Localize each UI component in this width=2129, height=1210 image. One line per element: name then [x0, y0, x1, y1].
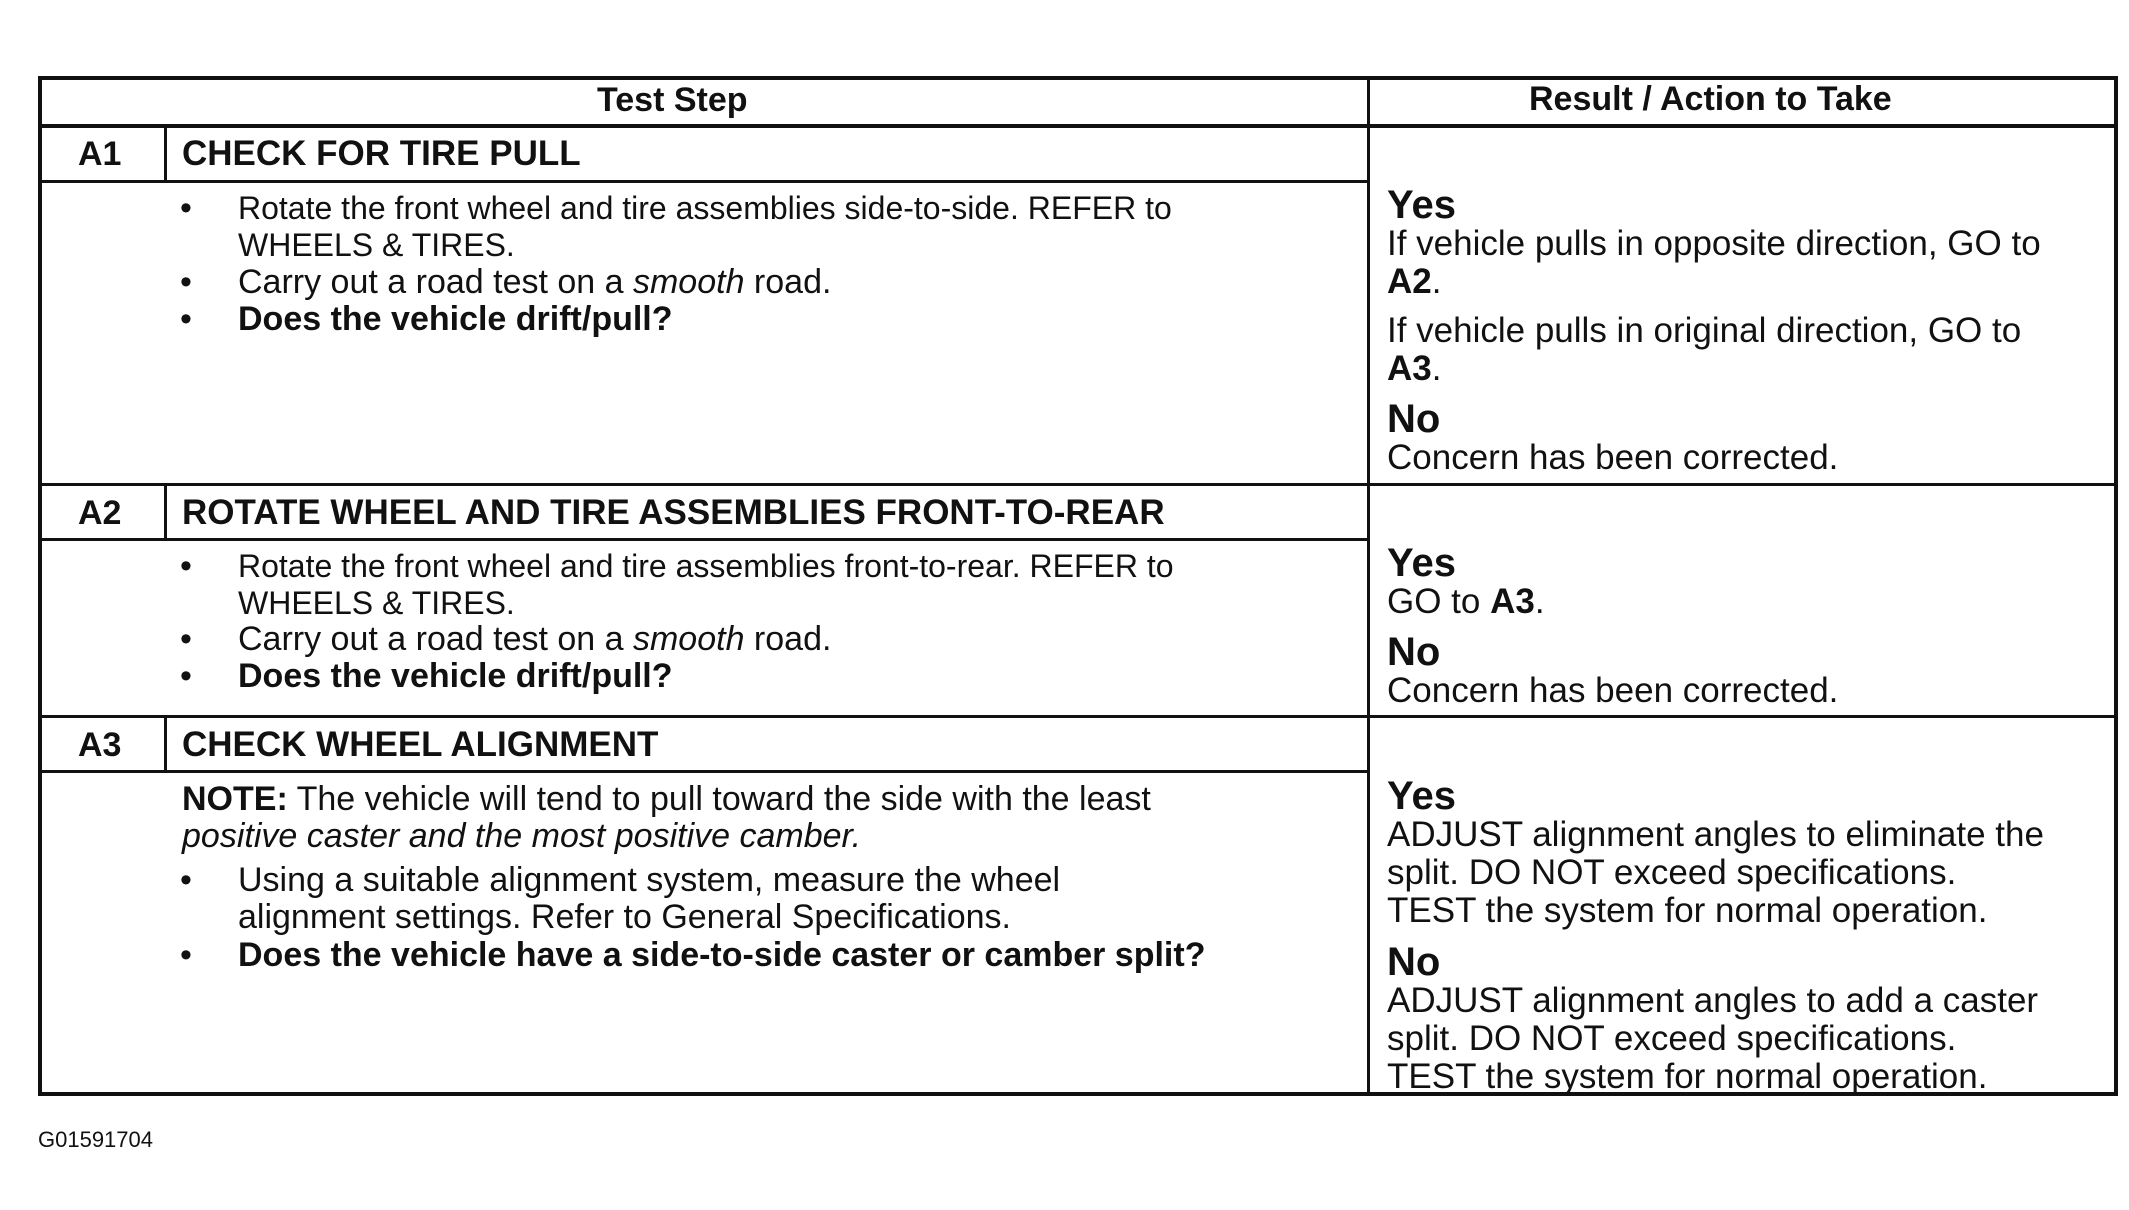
- step-note: NOTE: The vehicle will tend to pull toward the side with the least: [182, 780, 1151, 818]
- yes-label: Yes: [1387, 183, 1456, 227]
- step-bullet-text: Rotate the front wheel and tire assemblies side-to-side. REFER to: [238, 190, 1172, 226]
- no-label: No: [1387, 940, 1441, 984]
- header-result-action: Result / Action to Take: [1529, 80, 1892, 118]
- a3-title-rule: [38, 770, 1368, 773]
- step-bullet-text: Carry out a road test on a smooth road.: [238, 620, 832, 658]
- id-divider-a3: [164, 718, 167, 772]
- step-title: ROTATE WHEEL AND TIRE ASSEMBLIES FRONT-TO-REAR: [182, 493, 1165, 532]
- no-label: No: [1387, 397, 1441, 441]
- bullet-dot: •: [180, 547, 192, 585]
- result-text: TEST the system for normal operation.: [1387, 891, 1988, 930]
- result-text: ADJUST alignment angles to add a caster: [1387, 981, 2039, 1020]
- step-bullet-text: Carry out a road test on a smooth road.: [238, 263, 832, 301]
- id-divider-a1: [164, 128, 167, 182]
- a2-bottom-rule: [38, 715, 2118, 718]
- bullet-dot: •: [180, 263, 192, 301]
- header-test-step: Test Step: [597, 81, 748, 119]
- result-text: A3.: [1387, 349, 1442, 388]
- result-text: ADJUST alignment angles to eliminate the: [1387, 815, 2044, 854]
- step-note: positive caster and the most positive camber.: [182, 817, 862, 855]
- step-question: Does the vehicle drift/pull?: [238, 300, 673, 338]
- yes-label: Yes: [1387, 774, 1456, 818]
- column-divider: [1367, 76, 1370, 1096]
- step-bullet-text: Using a suitable alignment system, measure the wheel: [238, 861, 1061, 899]
- id-divider-a2: [164, 486, 167, 540]
- no-label: No: [1387, 630, 1441, 674]
- figure-code: G01591704: [38, 1127, 153, 1152]
- step-question: Does the vehicle have a side-to-side caster or camber split?: [238, 936, 1206, 974]
- step-title: CHECK FOR TIRE PULL: [182, 134, 581, 173]
- step-bullet-text: Rotate the front wheel and tire assemblies front-to-rear. REFER to: [238, 548, 1174, 584]
- bullet-dot: •: [180, 620, 192, 658]
- step-title: CHECK WHEEL ALIGNMENT: [182, 725, 659, 764]
- result-text: If vehicle pulls in original direction, GO to: [1387, 311, 2022, 350]
- yes-label: Yes: [1387, 541, 1456, 585]
- a1-bottom-rule: [38, 483, 2118, 486]
- a1-title-rule: [38, 180, 1368, 183]
- step-id: A2: [78, 494, 122, 532]
- a2-title-rule: [38, 538, 1368, 541]
- step-id: A3: [78, 726, 122, 764]
- step-id: A1: [78, 135, 122, 173]
- step-bullet-text: WHEELS & TIRES.: [238, 585, 515, 621]
- result-text: If vehicle pulls in opposite direction, GO to: [1387, 224, 2041, 263]
- bullet-dot: •: [180, 936, 192, 974]
- step-bullet-text: WHEELS & TIRES.: [238, 227, 515, 263]
- result-text: Concern has been corrected.: [1387, 671, 1839, 710]
- result-text: Concern has been corrected.: [1387, 438, 1839, 477]
- result-text: TEST the system for normal operation.: [1387, 1057, 1988, 1096]
- result-text: split. DO NOT exceed specifications.: [1387, 853, 1957, 892]
- step-question: Does the vehicle drift/pull?: [238, 657, 673, 695]
- result-text: GO to A3.: [1387, 582, 1545, 621]
- result-text: A2.: [1387, 262, 1442, 301]
- header-rule: [38, 124, 2118, 128]
- bullet-dot: •: [180, 300, 192, 338]
- bullet-dot: •: [180, 189, 192, 227]
- result-text: split. DO NOT exceed specifications.: [1387, 1019, 1957, 1058]
- bullet-dot: •: [180, 861, 192, 899]
- step-bullet-text: alignment settings. Refer to General Specifications.: [238, 898, 1011, 936]
- bullet-dot: •: [180, 657, 192, 695]
